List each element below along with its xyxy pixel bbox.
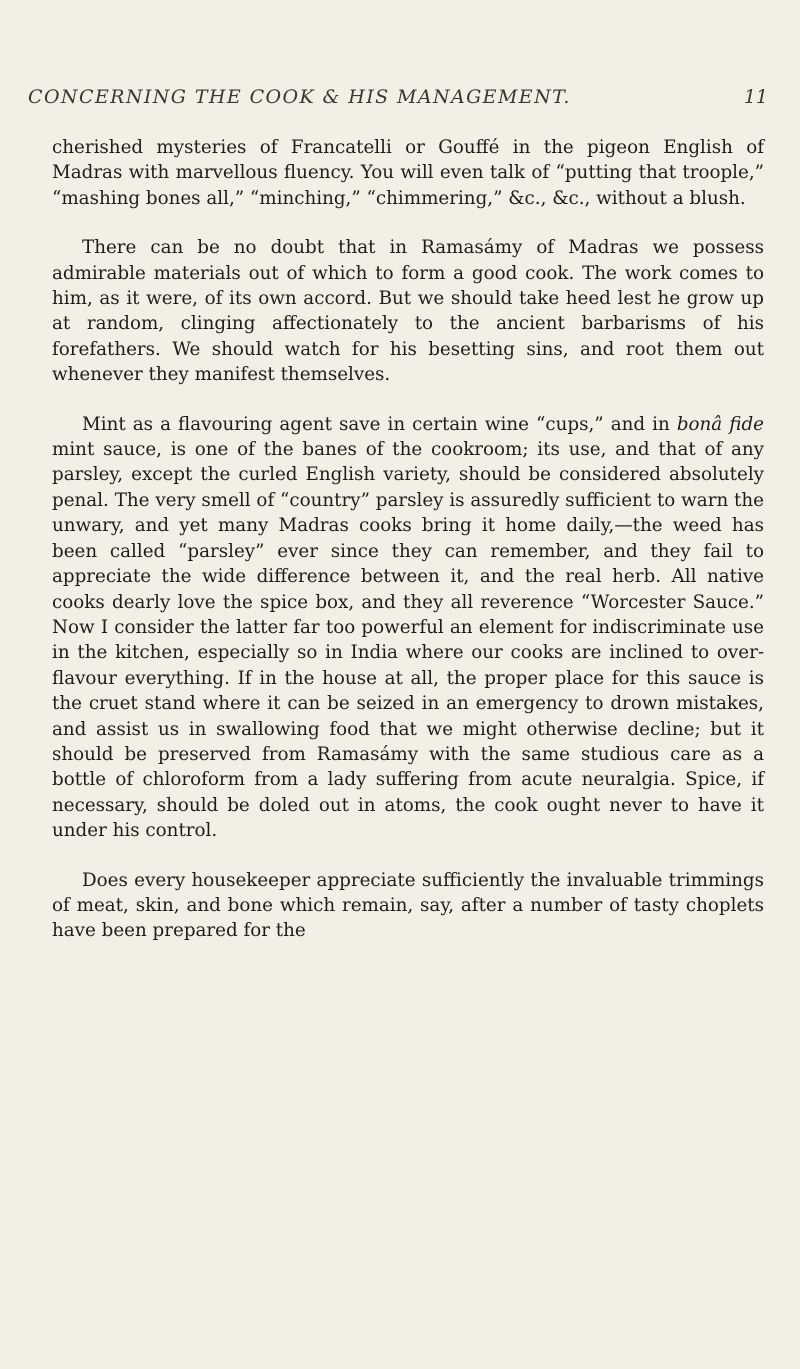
page-body (52, 135, 764, 968)
italic-bona-fide: bonâ fide (676, 413, 764, 435)
paragraph-continuation: cherished mysteries of Francatelli or Gouffé in the pigeon English of Madras with marvellous fluency. You will even talk of “putting that troople,” “mashing bones all,” “minching,” “chimmering,” &c., &c., without a blush. (52, 137, 764, 209)
paragraph-trimmings: Does every housekeeper appreciate sufficiently the invaluable trimmings of meat, skin, and bone which remain, say, after a number of tasty choplets have been prepared for the (52, 869, 764, 942)
paragraph-mint-parsley (52, 412, 764, 844)
paragraph-ramasamy: There can be no doubt that in Ramasámy of Madras we possess admirable materials out of which to form a good cook. The work comes to him, as it were, of its own accord. But we should take heed lest he grow up at random, clinging affectionately to the ancient barbarisms of his forefathers. We should watch for his besetting sins, and root them out whenever they manifest themselves. (52, 237, 764, 386)
paragraph-mint-parsley-start: Mint as a flavouring agent save in certain wine “cups,” and in (82, 413, 677, 435)
paragraph-mint-parsley-rest: mint sauce, is one of the banes of the cookroom; its use, and that of any parsley, except the curled English variety, should be considered absolutely penal. The very smell of “country” parsley is assuredly sufficient to warn the unwary, and yet many Madras cooks bring it home daily,—the weed has been called “parsley” ever since they can remember, and they fail to appreciate the wide difference between it, and the real herb. All native cooks dearly love the spice box, and they all reverence “Worcester Sauce.” Now I consider the latter far too powerful an element for indiscriminate use in the kitchen, especially so in India where our cooks are inclined to over-flavour everything. If in the house at all, the proper place for this sauce is the cruet stand where it can be seized in an emergency to drown mistakes, and assist us in swallowing food that we might otherwise decline; but it should be preserved from Ramasámy with the same studious care as a bottle of chloroform from a lady suffering from acute neuralgia. Spice, if necessary, should be doled out in atoms, the cook ought never to have it under his control. (52, 439, 764, 842)
page-number: 11 (743, 86, 768, 108)
running-title: CONCERNING THE COOK & HIS MANAGEMENT. (28, 86, 571, 108)
running-header (28, 86, 768, 108)
